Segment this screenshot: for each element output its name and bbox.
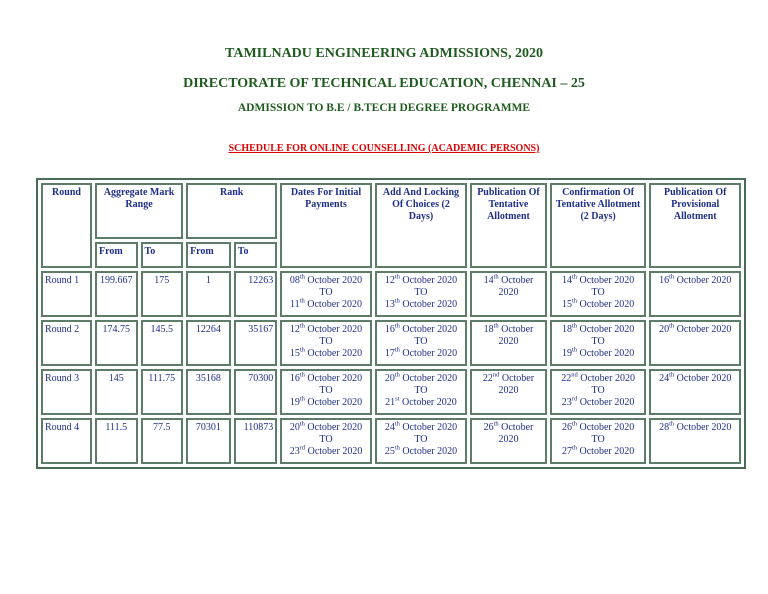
date-line: 26th October <box>483 420 534 433</box>
header-confirmation: Confirmation Of Tentative Allotment (2 Days) <box>550 183 647 268</box>
provisional-allotment-date-cell <box>649 320 741 366</box>
mark-from-cell: 174.75 <box>95 320 138 366</box>
mark-from-cell: 145 <box>95 369 138 415</box>
header-rank: Rank <box>186 183 277 239</box>
ordinal-suffix: th <box>493 322 499 330</box>
add-locking-dates-cell <box>375 320 467 366</box>
date-start: 08th October 2020 <box>289 273 363 286</box>
to-word: TO <box>414 336 428 347</box>
to-word: TO <box>591 287 605 298</box>
mark-to-cell: 175 <box>141 271 184 317</box>
ordinal-suffix: th <box>299 420 305 428</box>
table-row <box>41 369 741 415</box>
add-locking-dates-cell <box>375 369 467 415</box>
ordinal-suffix: th <box>394 273 400 281</box>
date-end: 23rd October 2020 <box>561 395 635 408</box>
ordinal-suffix: th <box>571 444 578 452</box>
round-cell: Round 4 <box>41 418 92 464</box>
provisional-allotment-date-cell <box>649 369 741 415</box>
ordinal-suffix: th <box>669 420 675 428</box>
ordinal-suffix: th <box>299 273 305 281</box>
round-cell: Round 1 <box>41 271 92 317</box>
to-word: TO <box>319 385 333 396</box>
date-start: 20th October 2020 <box>289 420 363 433</box>
programme-title: ADMISSION TO B.E / B.TECH DEGREE PROGRAMME <box>237 102 531 114</box>
initial-payment-dates-cell <box>280 320 371 366</box>
to-word: TO <box>414 434 428 445</box>
date-end: 21st October 2020 <box>385 395 457 408</box>
confirmation-dates-cell <box>550 271 647 317</box>
date-end: 13th October 2020 <box>384 297 458 310</box>
to-word: TO <box>591 434 605 445</box>
date-start: 12th October 2020 <box>289 322 363 335</box>
counselling-schedule-table <box>36 178 746 469</box>
tentative-allotment-date-cell <box>470 271 547 317</box>
ordinal-suffix: rd <box>571 395 578 403</box>
header-rank-to: To <box>234 242 278 268</box>
confirmation-dates-cell <box>550 369 647 415</box>
date-end: 23rd October 2020 <box>289 444 363 457</box>
date-end: 15th October 2020 <box>289 346 363 359</box>
ordinal-suffix: st <box>395 395 400 403</box>
date-end: 11th October 2020 <box>290 297 362 310</box>
ordinal-suffix: th <box>394 371 400 379</box>
date-line: 16th October 2020 <box>659 273 732 286</box>
to-word: TO <box>591 385 605 396</box>
date-end: 25th October 2020 <box>384 444 458 457</box>
rank-to-cell: 35167 <box>234 320 278 366</box>
year-line: 2020 <box>498 287 519 298</box>
round-cell: Round 3 <box>41 369 92 415</box>
ordinal-suffix: th <box>394 444 400 452</box>
date-line: 24th October 2020 <box>659 371 732 384</box>
mark-from-cell: 199.667 <box>95 271 138 317</box>
to-word: TO <box>319 287 333 298</box>
rank-to-cell: 110873 <box>234 418 278 464</box>
ordinal-suffix: th <box>669 371 675 379</box>
rank-from-cell: 35168 <box>186 369 231 415</box>
provisional-allotment-date-cell <box>649 418 741 464</box>
header-mark-from: From <box>95 242 138 268</box>
date-start: 18th October 2020 <box>561 322 635 335</box>
date-line: 18th October <box>483 322 534 335</box>
to-word: TO <box>319 434 333 445</box>
ordinal-suffix: nd <box>571 371 578 379</box>
ordinal-suffix: th <box>493 420 499 428</box>
ordinal-suffix: th <box>571 322 578 330</box>
to-word: TO <box>591 336 605 347</box>
mark-from-cell: 111.5 <box>95 418 138 464</box>
header-mark-to: To <box>141 242 184 268</box>
rank-from-cell: 12264 <box>186 320 231 366</box>
ordinal-suffix: th <box>571 346 578 354</box>
date-start: 20th October 2020 <box>384 371 458 384</box>
ordinal-suffix: th <box>394 420 400 428</box>
rank-from-cell: 70301 <box>186 418 231 464</box>
date-end: 15th October 2020 <box>561 297 635 310</box>
ordinal-suffix: th <box>669 322 675 330</box>
date-start: 12th October 2020 <box>384 273 458 286</box>
header-initial-payments: Dates For Initial Payments <box>280 183 371 268</box>
to-word: TO <box>414 287 428 298</box>
confirmation-dates-cell <box>550 418 647 464</box>
mark-to-cell: 145.5 <box>141 320 184 366</box>
date-start: 16th October 2020 <box>384 322 458 335</box>
ordinal-suffix: th <box>299 346 305 354</box>
add-locking-dates-cell <box>375 271 467 317</box>
ordinal-suffix: th <box>394 346 400 354</box>
header-tentative-allotment: Publication Of Tentative Allotment <box>470 183 547 268</box>
year-line: 2020 <box>498 336 519 347</box>
table-row <box>41 320 741 366</box>
tentative-allotment-date-cell <box>470 369 547 415</box>
ordinal-suffix: th <box>299 322 305 330</box>
rank-to-cell: 70300 <box>234 369 278 415</box>
confirmation-dates-cell <box>550 320 647 366</box>
date-line: 22nd October <box>482 371 535 384</box>
date-end: 27th October 2020 <box>561 444 635 457</box>
date-line: 14th October <box>483 273 534 286</box>
add-locking-dates-cell <box>375 418 467 464</box>
date-end: 19th October 2020 <box>289 395 363 408</box>
header-round: Round <box>41 183 92 268</box>
date-end: 17th October 2020 <box>384 346 458 359</box>
ordinal-suffix: th <box>571 273 578 281</box>
header-provisional-allotment: Publication Of Provisional Allotment <box>649 183 741 268</box>
ordinal-suffix: th <box>669 273 675 281</box>
date-start: 16th October 2020 <box>289 371 363 384</box>
rank-to-cell: 12263 <box>234 271 278 317</box>
header-rank-from: From <box>186 242 231 268</box>
mark-to-cell: 77.5 <box>141 418 184 464</box>
year-line: 2020 <box>498 434 519 445</box>
rank-from-cell: 1 <box>186 271 231 317</box>
to-word: TO <box>414 385 428 396</box>
provisional-allotment-date-cell <box>649 271 741 317</box>
header-add-locking: Add And Locking Of Choices (2 Days) <box>375 183 467 268</box>
mark-to-cell: 111.75 <box>141 369 184 415</box>
year-line: 2020 <box>498 385 519 396</box>
header-row <box>41 183 741 239</box>
date-end: 19th October 2020 <box>561 346 635 359</box>
main-title: TAMILNADU ENGINEERING ADMISSIONS, 2020 <box>225 46 543 61</box>
directorate-title: DIRECTORATE OF TECHNICAL EDUCATION, CHENNAI – 25 <box>183 76 585 91</box>
ordinal-suffix: th <box>571 420 578 428</box>
date-line: 28th October 2020 <box>659 420 732 433</box>
round-cell: Round 2 <box>41 320 92 366</box>
tentative-allotment-date-cell <box>470 320 547 366</box>
ordinal-suffix: th <box>394 322 400 330</box>
ordinal-suffix: th <box>299 395 305 403</box>
ordinal-suffix: th <box>571 297 578 305</box>
initial-payment-dates-cell <box>280 418 371 464</box>
schedule-title: SCHEDULE FOR ONLINE COUNSELLING (ACADEMIC PERSONS) <box>228 143 540 154</box>
header-aggregate-mark-range: Aggregate Mark Range <box>95 183 183 239</box>
date-start: 24th October 2020 <box>384 420 458 433</box>
ordinal-suffix: rd <box>299 444 306 452</box>
to-word: TO <box>319 336 333 347</box>
ordinal-suffix: th <box>493 273 499 281</box>
initial-payment-dates-cell <box>280 369 371 415</box>
table-row <box>41 271 741 317</box>
ordinal-suffix: th <box>394 297 400 305</box>
date-start: 26th October 2020 <box>561 420 635 433</box>
tentative-allotment-date-cell <box>470 418 547 464</box>
date-line: 20th October 2020 <box>659 322 732 335</box>
date-start: 14th October 2020 <box>561 273 635 286</box>
date-start: 22nd October 2020 <box>561 371 635 384</box>
initial-payment-dates-cell <box>280 271 371 317</box>
ordinal-suffix: nd <box>492 371 500 379</box>
table-row <box>41 418 741 464</box>
ordinal-suffix: th <box>299 297 305 305</box>
ordinal-suffix: th <box>299 371 305 379</box>
